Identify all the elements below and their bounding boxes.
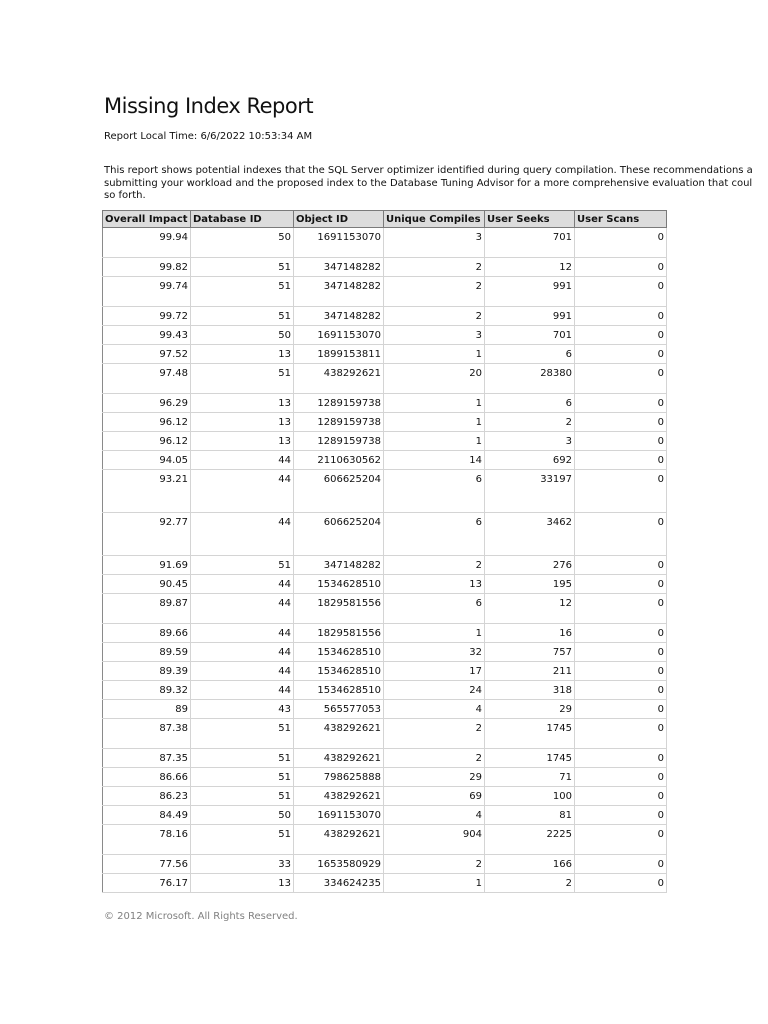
- cell-database-id: 51: [191, 825, 294, 855]
- cell-user-seeks: 1745: [485, 749, 575, 768]
- cell-database-id: 51: [191, 277, 294, 307]
- cell-overall-impact: 99.82: [103, 258, 191, 277]
- cell-database-id: 44: [191, 470, 294, 513]
- cell-unique-compiles: 3: [384, 326, 485, 345]
- table-row: [103, 307, 667, 326]
- cell-unique-compiles: 17: [384, 662, 485, 681]
- cell-unique-compiles: 2: [384, 855, 485, 874]
- cell-user-seeks: 276: [485, 556, 575, 575]
- cell-user-scans: 0: [575, 681, 667, 700]
- cell-user-scans: 0: [575, 855, 667, 874]
- cell-object-id: 1289159738: [294, 394, 384, 413]
- cell-object-id: 606625204: [294, 513, 384, 556]
- cell-user-scans: 0: [575, 874, 667, 893]
- cell-database-id: 13: [191, 874, 294, 893]
- cell-user-scans: 0: [575, 394, 667, 413]
- cell-user-scans: 0: [575, 326, 667, 345]
- cell-user-scans: 0: [575, 643, 667, 662]
- cell-overall-impact: 89.39: [103, 662, 191, 681]
- cell-user-seeks: 16: [485, 624, 575, 643]
- cell-user-seeks: 3462: [485, 513, 575, 556]
- cell-user-seeks: 2: [485, 874, 575, 893]
- table-row: [103, 513, 667, 556]
- cell-user-seeks: 81: [485, 806, 575, 825]
- table-row: [103, 556, 667, 575]
- cell-user-seeks: 71: [485, 768, 575, 787]
- table-row: [103, 662, 667, 681]
- cell-database-id: 44: [191, 575, 294, 594]
- cell-unique-compiles: 2: [384, 307, 485, 326]
- cell-object-id: 1534628510: [294, 662, 384, 681]
- cell-object-id: 1829581556: [294, 624, 384, 643]
- cell-database-id: 44: [191, 643, 294, 662]
- cell-unique-compiles: 1: [384, 624, 485, 643]
- cell-user-seeks: 6: [485, 345, 575, 364]
- table-row: [103, 345, 667, 364]
- cell-overall-impact: 89.32: [103, 681, 191, 700]
- cell-user-seeks: 33197: [485, 470, 575, 513]
- cell-unique-compiles: 1: [384, 394, 485, 413]
- cell-object-id: 438292621: [294, 825, 384, 855]
- cell-user-seeks: 692: [485, 451, 575, 470]
- cell-object-id: 347148282: [294, 556, 384, 575]
- cell-database-id: 44: [191, 624, 294, 643]
- cell-user-scans: 0: [575, 258, 667, 277]
- cell-user-scans: 0: [575, 451, 667, 470]
- cell-user-seeks: 28380: [485, 364, 575, 394]
- table-row: [103, 594, 667, 624]
- cell-user-scans: 0: [575, 624, 667, 643]
- cell-database-id: 44: [191, 594, 294, 624]
- table-row: [103, 749, 667, 768]
- cell-user-scans: 0: [575, 700, 667, 719]
- table-row: [103, 364, 667, 394]
- cell-user-scans: 0: [575, 413, 667, 432]
- cell-database-id: 13: [191, 345, 294, 364]
- cell-user-seeks: 12: [485, 594, 575, 624]
- cell-unique-compiles: 1: [384, 874, 485, 893]
- cell-object-id: 565577053: [294, 700, 384, 719]
- cell-unique-compiles: 14: [384, 451, 485, 470]
- cell-object-id: 347148282: [294, 277, 384, 307]
- table-row: [103, 432, 667, 451]
- cell-overall-impact: 97.48: [103, 364, 191, 394]
- cell-database-id: 51: [191, 364, 294, 394]
- cell-object-id: 347148282: [294, 258, 384, 277]
- cell-unique-compiles: 24: [384, 681, 485, 700]
- cell-unique-compiles: 1: [384, 432, 485, 451]
- cell-overall-impact: 96.12: [103, 413, 191, 432]
- cell-overall-impact: 84.49: [103, 806, 191, 825]
- cell-user-seeks: 701: [485, 228, 575, 258]
- cell-overall-impact: 89.59: [103, 643, 191, 662]
- cell-object-id: 1653580929: [294, 855, 384, 874]
- cell-overall-impact: 93.21: [103, 470, 191, 513]
- table-row: [103, 719, 667, 749]
- cell-database-id: 51: [191, 307, 294, 326]
- cell-overall-impact: 86.66: [103, 768, 191, 787]
- cell-overall-impact: 89.66: [103, 624, 191, 643]
- cell-user-seeks: 757: [485, 643, 575, 662]
- cell-overall-impact: 86.23: [103, 787, 191, 806]
- cell-object-id: 1289159738: [294, 413, 384, 432]
- cell-overall-impact: 92.77: [103, 513, 191, 556]
- cell-overall-impact: 89: [103, 700, 191, 719]
- table-row: [103, 624, 667, 643]
- cell-object-id: 1534628510: [294, 643, 384, 662]
- cell-overall-impact: 76.17: [103, 874, 191, 893]
- description-line: This report shows potential indexes that the SQL Server optimizer identified during query compilation. These recommendations a: [104, 165, 753, 176]
- table-row: [103, 258, 667, 277]
- column-header-user-seeks: User Seeks: [485, 211, 575, 228]
- cell-user-seeks: 6: [485, 394, 575, 413]
- cell-unique-compiles: 13: [384, 575, 485, 594]
- report-local-time: Report Local Time: 6/6/2022 10:53:34 AM: [104, 131, 313, 142]
- cell-object-id: 1289159738: [294, 432, 384, 451]
- table-row: [103, 326, 667, 345]
- description-line: so forth.: [104, 190, 146, 201]
- cell-overall-impact: 87.35: [103, 749, 191, 768]
- cell-user-scans: 0: [575, 345, 667, 364]
- cell-user-scans: 0: [575, 719, 667, 749]
- table-row: [103, 787, 667, 806]
- cell-user-seeks: 29: [485, 700, 575, 719]
- cell-database-id: 13: [191, 413, 294, 432]
- cell-user-seeks: 2: [485, 413, 575, 432]
- cell-object-id: 606625204: [294, 470, 384, 513]
- cell-object-id: 438292621: [294, 787, 384, 806]
- cell-database-id: 50: [191, 326, 294, 345]
- cell-user-seeks: 1745: [485, 719, 575, 749]
- description-line: submitting your workload and the proposed index to the Database Tuning Advisor for a more comprehensive evaluation that coul: [104, 177, 753, 189]
- table-row: [103, 575, 667, 594]
- cell-object-id: 334624235: [294, 874, 384, 893]
- table-row: [103, 700, 667, 719]
- cell-user-scans: 0: [575, 556, 667, 575]
- table-row: [103, 413, 667, 432]
- column-header-database-id: Database ID: [191, 211, 294, 228]
- cell-object-id: 1829581556: [294, 594, 384, 624]
- cell-unique-compiles: 6: [384, 470, 485, 513]
- cell-database-id: 33: [191, 855, 294, 874]
- cell-user-scans: 0: [575, 307, 667, 326]
- cell-object-id: 347148282: [294, 307, 384, 326]
- cell-database-id: 44: [191, 451, 294, 470]
- table-row: [103, 394, 667, 413]
- cell-overall-impact: 97.52: [103, 345, 191, 364]
- cell-object-id: 438292621: [294, 749, 384, 768]
- column-header-unique-compiles: Unique Compiles: [384, 211, 485, 228]
- column-header-user-scans: User Scans: [575, 211, 667, 228]
- cell-unique-compiles: 3: [384, 228, 485, 258]
- cell-unique-compiles: 6: [384, 594, 485, 624]
- cell-unique-compiles: 2: [384, 719, 485, 749]
- cell-overall-impact: 99.72: [103, 307, 191, 326]
- cell-overall-impact: 96.29: [103, 394, 191, 413]
- cell-user-scans: 0: [575, 513, 667, 556]
- cell-object-id: 438292621: [294, 364, 384, 394]
- cell-user-scans: 0: [575, 277, 667, 307]
- table-row: [103, 643, 667, 662]
- cell-database-id: 44: [191, 681, 294, 700]
- cell-user-scans: 0: [575, 432, 667, 451]
- report-title: Missing Index Report: [104, 94, 314, 118]
- cell-overall-impact: 91.69: [103, 556, 191, 575]
- cell-user-seeks: 195: [485, 575, 575, 594]
- cell-object-id: 798625888: [294, 768, 384, 787]
- cell-overall-impact: 99.74: [103, 277, 191, 307]
- cell-unique-compiles: 1: [384, 413, 485, 432]
- cell-user-seeks: 991: [485, 277, 575, 307]
- cell-unique-compiles: 2: [384, 277, 485, 307]
- cell-object-id: 1691153070: [294, 806, 384, 825]
- cell-object-id: 1899153811: [294, 345, 384, 364]
- cell-database-id: 51: [191, 749, 294, 768]
- cell-user-seeks: 701: [485, 326, 575, 345]
- cell-user-scans: 0: [575, 806, 667, 825]
- table-header-row: [103, 211, 667, 228]
- cell-overall-impact: 99.43: [103, 326, 191, 345]
- table-row: [103, 470, 667, 513]
- cell-unique-compiles: 4: [384, 700, 485, 719]
- cell-unique-compiles: 4: [384, 806, 485, 825]
- cell-user-seeks: 12: [485, 258, 575, 277]
- table-row: [103, 451, 667, 470]
- cell-database-id: 50: [191, 806, 294, 825]
- cell-user-scans: 0: [575, 787, 667, 806]
- cell-database-id: 50: [191, 228, 294, 258]
- cell-user-seeks: 2225: [485, 825, 575, 855]
- cell-user-scans: 0: [575, 594, 667, 624]
- cell-unique-compiles: 2: [384, 749, 485, 768]
- cell-database-id: 51: [191, 258, 294, 277]
- cell-database-id: 43: [191, 700, 294, 719]
- table-row: [103, 825, 667, 855]
- cell-overall-impact: 96.12: [103, 432, 191, 451]
- table-row: [103, 806, 667, 825]
- cell-database-id: 44: [191, 662, 294, 681]
- cell-object-id: 1691153070: [294, 326, 384, 345]
- column-header-object-id: Object ID: [294, 211, 384, 228]
- cell-user-scans: 0: [575, 364, 667, 394]
- table-row: [103, 277, 667, 307]
- cell-database-id: 51: [191, 787, 294, 806]
- cell-user-scans: 0: [575, 228, 667, 258]
- cell-database-id: 44: [191, 513, 294, 556]
- cell-unique-compiles: 69: [384, 787, 485, 806]
- missing-index-table: [102, 210, 667, 893]
- cell-overall-impact: 77.56: [103, 855, 191, 874]
- cell-unique-compiles: 2: [384, 556, 485, 575]
- table-row: [103, 768, 667, 787]
- cell-user-scans: 0: [575, 768, 667, 787]
- cell-object-id: 2110630562: [294, 451, 384, 470]
- cell-user-scans: 0: [575, 470, 667, 513]
- cell-user-scans: 0: [575, 575, 667, 594]
- cell-user-scans: 0: [575, 662, 667, 681]
- cell-user-seeks: 211: [485, 662, 575, 681]
- cell-user-seeks: 318: [485, 681, 575, 700]
- cell-overall-impact: 90.45: [103, 575, 191, 594]
- cell-object-id: 438292621: [294, 719, 384, 749]
- cell-user-seeks: 166: [485, 855, 575, 874]
- cell-unique-compiles: 20: [384, 364, 485, 394]
- cell-unique-compiles: 1: [384, 345, 485, 364]
- table-row: [103, 228, 667, 258]
- cell-database-id: 13: [191, 394, 294, 413]
- table-row: [103, 855, 667, 874]
- cell-object-id: 1691153070: [294, 228, 384, 258]
- table-body: [103, 228, 667, 893]
- cell-object-id: 1534628510: [294, 681, 384, 700]
- cell-user-seeks: 3: [485, 432, 575, 451]
- table-row: [103, 874, 667, 893]
- cell-overall-impact: 94.05: [103, 451, 191, 470]
- cell-unique-compiles: 904: [384, 825, 485, 855]
- table-row: [103, 681, 667, 700]
- cell-unique-compiles: 6: [384, 513, 485, 556]
- copyright-footer: © 2012 Microsoft. All Rights Reserved.: [104, 911, 298, 922]
- cell-database-id: 51: [191, 719, 294, 749]
- cell-user-seeks: 100: [485, 787, 575, 806]
- cell-database-id: 13: [191, 432, 294, 451]
- report-description: [104, 165, 753, 203]
- cell-overall-impact: 78.16: [103, 825, 191, 855]
- cell-overall-impact: 99.94: [103, 228, 191, 258]
- cell-unique-compiles: 29: [384, 768, 485, 787]
- cell-unique-compiles: 32: [384, 643, 485, 662]
- cell-overall-impact: 87.38: [103, 719, 191, 749]
- cell-user-scans: 0: [575, 749, 667, 768]
- cell-user-seeks: 991: [485, 307, 575, 326]
- cell-overall-impact: 89.87: [103, 594, 191, 624]
- cell-user-scans: 0: [575, 825, 667, 855]
- cell-database-id: 51: [191, 768, 294, 787]
- column-header-overall-impact: Overall Impact: [103, 211, 191, 228]
- cell-database-id: 51: [191, 556, 294, 575]
- cell-unique-compiles: 2: [384, 258, 485, 277]
- cell-object-id: 1534628510: [294, 575, 384, 594]
